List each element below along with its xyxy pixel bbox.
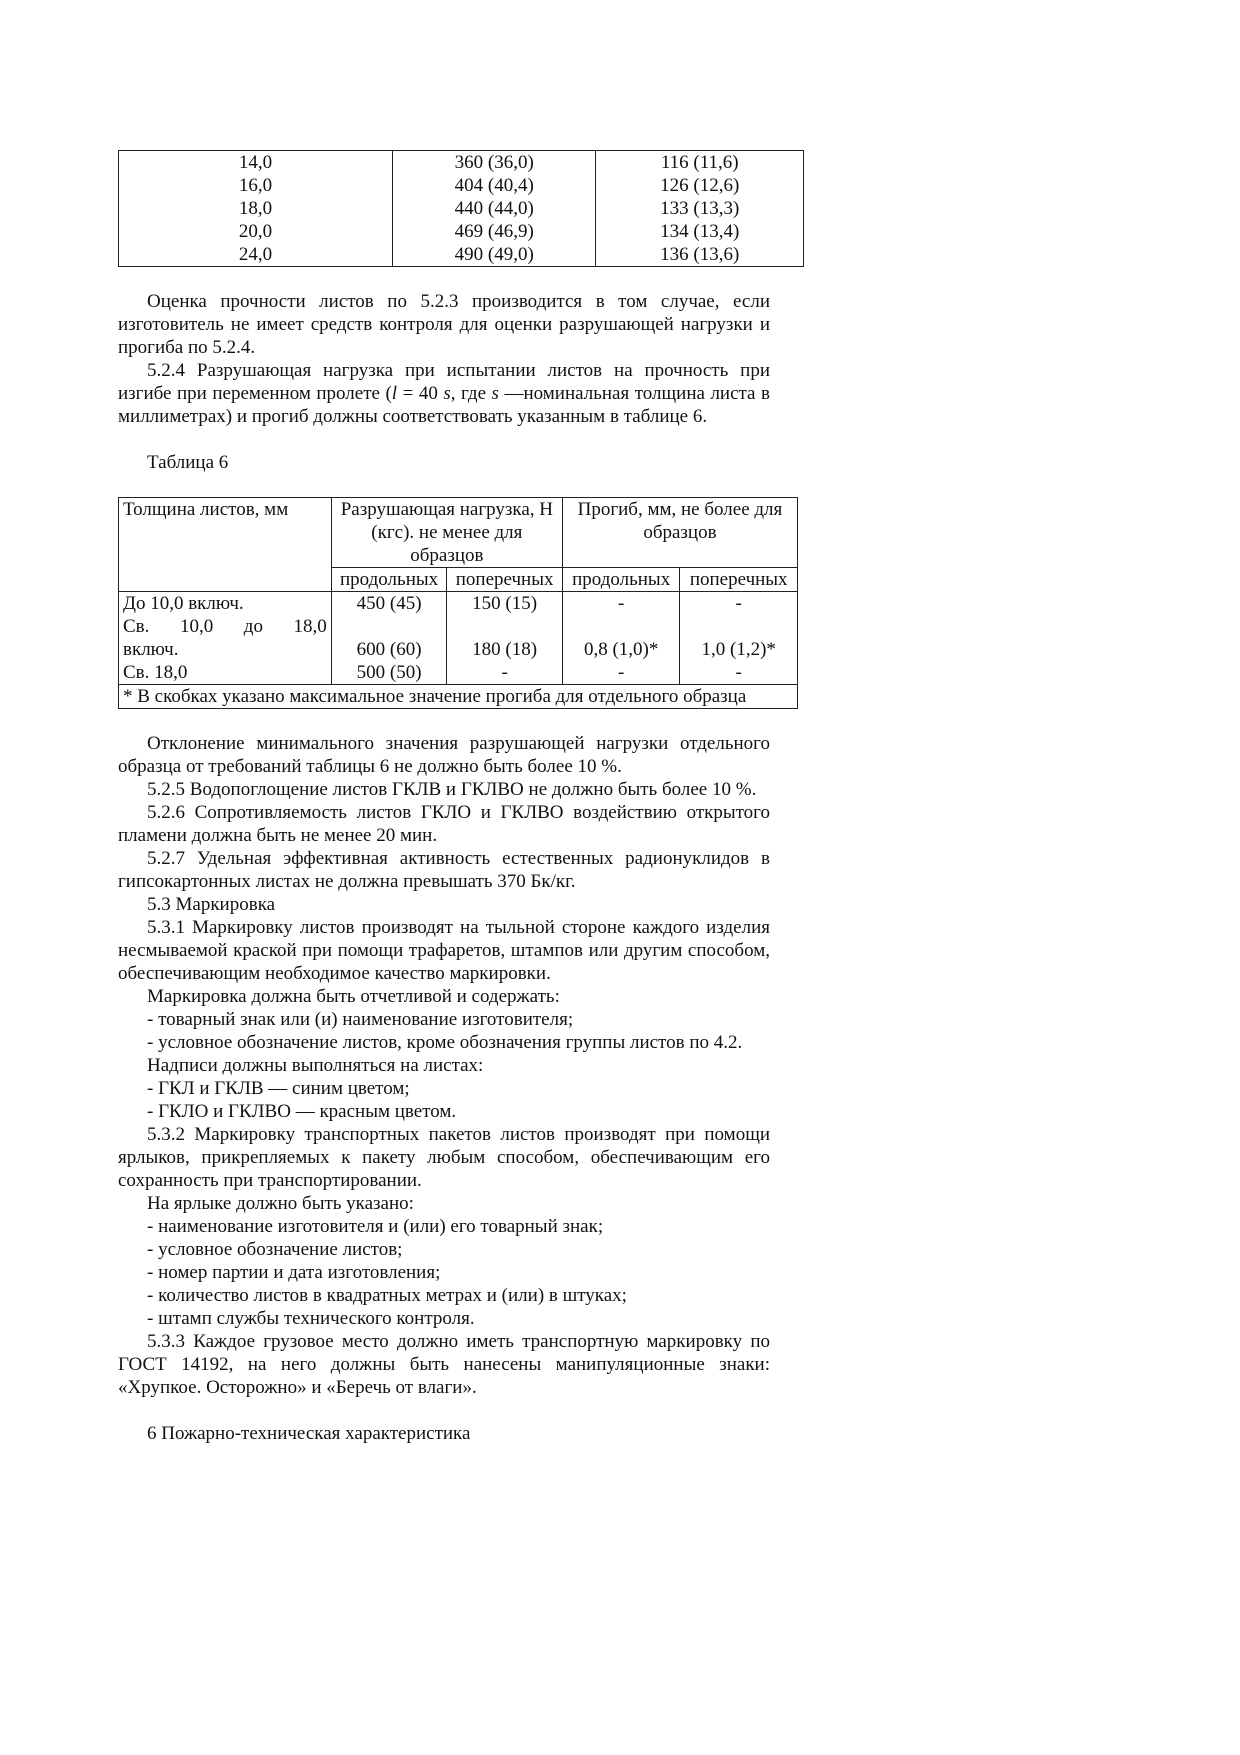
list-item: - товарный знак или (и) наименование изготовителя; [147, 1009, 574, 1030]
subheader-longitudinal: продольных [562, 568, 680, 592]
table-cell: 20,0 [119, 220, 393, 243]
paragraph: 5.2.6 Сопротивляемость листов ГКЛО и ГКЛВО воздействию открытого пламени должна быть не менее 20 мин. [118, 802, 770, 846]
list-item: - количество листов в квадратных метрах и (или) в штуках; [147, 1285, 627, 1306]
table-cell: - [680, 661, 798, 685]
table-row [119, 197, 804, 220]
table-cell: 0,8 (1,0)* [562, 615, 680, 661]
header-breaking-load: Разрушающая нагрузка, Н (кгс). не менее для образцов [331, 498, 562, 568]
table-cell: Св. 10,0 до 18,0 включ. [119, 615, 332, 661]
list-item: - штамп службы технического контроля. [147, 1308, 475, 1329]
table-cell: 440 (44,0) [393, 197, 596, 220]
section-heading-6: 6 Пожарно-техническая характеристика [147, 1423, 471, 1444]
table-cell: 24,0 [119, 243, 393, 267]
header-thickness: Толщина листов, мм [119, 498, 332, 592]
table-cell: 404 (40,4) [393, 174, 596, 197]
table-cell: 134 (13,4) [596, 220, 804, 243]
table-cell: - [680, 592, 798, 616]
table-cell: 1,0 (1,2)* [680, 615, 798, 661]
list-item: - условное обозначение листов; [147, 1239, 403, 1260]
paragraph-strength-assessment: Оценка прочности листов по 5.2.3 производится в том случае, если изготовитель не имеет средств контроля для оценки разрушающей нагрузки и прогиба по 5.2.4. [118, 291, 770, 358]
list-item: - номер партии и дата изготовления; [147, 1262, 441, 1283]
table-header-row [119, 498, 798, 568]
table-cell: До 10,0 включ. [119, 592, 332, 616]
table-cell: - [562, 592, 680, 616]
table-cell: 490 (49,0) [393, 243, 596, 267]
paragraph: 5.3.3 Каждое грузовое место должно иметь транспортную маркировку по ГОСТ 14192, на него должны быть нанесены манипуляционные знаки: «Хрупкое. Осторожно» и «Беречь от влаги». [118, 1331, 770, 1398]
subheader-longitudinal: продольных [331, 568, 447, 592]
table-cell: - [447, 661, 563, 685]
table-6-caption: Таблица 6 [147, 452, 229, 473]
paragraph: 5.3.1 Маркировку листов производят на тыльной стороне каждого изделия несмываемой краской при помощи трафаретов, штампов или другим способом, обеспечивающим необходимое качество маркировки. [118, 917, 770, 984]
table-row [119, 220, 804, 243]
table-cell: Св. 18,0 [119, 661, 332, 685]
table-row [119, 615, 798, 661]
table-cell: 150 (15) [447, 592, 563, 616]
table-row [119, 661, 798, 685]
subheader-transverse: поперечных [680, 568, 798, 592]
paragraph: Надписи должны выполняться на листах: [147, 1055, 484, 1076]
table-note: * В скобках указано максимальное значение прогиба для отдельного образца [119, 685, 798, 709]
paragraph-5-2-4: 5.2.4 Разрушающая нагрузка при испытании листов на прочность при изгибе при переменном пролете (l = 40 s, где s —номинальная толщина листа в миллиметрах) и прогиб должны соответствовать указанным в таблице 6. [118, 360, 770, 427]
table-cell: 180 (18) [447, 615, 563, 661]
list-item: - ГКЛ и ГКЛВ — синим цветом; [147, 1078, 410, 1099]
paragraph: 5.2.7 Удельная эффективная активность естественных радионуклидов в гипсокартонных листах не должна превышать 370 Бк/кг. [118, 848, 770, 892]
table-row [119, 151, 804, 175]
header-deflection: Прогиб, мм, не более для образцов [562, 498, 797, 568]
table-cell: 136 (13,6) [596, 243, 804, 267]
table-cell: - [562, 661, 680, 685]
paragraph: 5.2.5 Водопоглощение листов ГКЛВ и ГКЛВО не должно быть более 10 %. [147, 779, 757, 800]
paragraph: На ярлыке должно быть указано: [147, 1193, 414, 1214]
subheader-transverse: поперечных [447, 568, 563, 592]
paragraph: 5.3.2 Маркировку транспортных пакетов листов производят при помощи ярлыков, прикрепляемых к пакету любым способом, обеспечивающим его сохранность при транспортировании. [118, 1124, 770, 1191]
table-5-continuation [118, 150, 804, 267]
list-item: - ГКЛО и ГКЛВО — красным цветом. [147, 1101, 457, 1122]
section-heading-5-3: 5.3 Маркировка [147, 894, 276, 915]
section-5-text [118, 732, 770, 1399]
table-row [119, 243, 804, 267]
table-note-row [119, 685, 798, 709]
list-item: - условное обозначение листов, кроме обозначения группы листов по 4.2. [147, 1032, 743, 1053]
table-cell: 116 (11,6) [596, 151, 804, 175]
table-cell: 126 (12,6) [596, 174, 804, 197]
table-row [119, 174, 804, 197]
table-cell: 500 (50) [331, 661, 447, 685]
list-item: - наименование изготовителя и (или) его товарный знак; [147, 1216, 604, 1237]
table-cell: 360 (36,0) [393, 151, 596, 175]
table-cell: 14,0 [119, 151, 393, 175]
document-body [118, 150, 788, 1445]
paragraph: Маркировка должна быть отчетливой и содержать: [147, 986, 560, 1007]
paragraph: Отклонение минимального значения разрушающей нагрузки отдельного образца от требований таблицы 6 не должно быть более 10 %. [118, 733, 770, 777]
table-cell: 469 (46,9) [393, 220, 596, 243]
table-cell: 18,0 [119, 197, 393, 220]
table-cell: 600 (60) [331, 615, 447, 661]
table-row [119, 592, 798, 616]
table-cell: 133 (13,3) [596, 197, 804, 220]
table-6 [118, 497, 798, 709]
table-cell: 16,0 [119, 174, 393, 197]
table-cell: 450 (45) [331, 592, 447, 616]
